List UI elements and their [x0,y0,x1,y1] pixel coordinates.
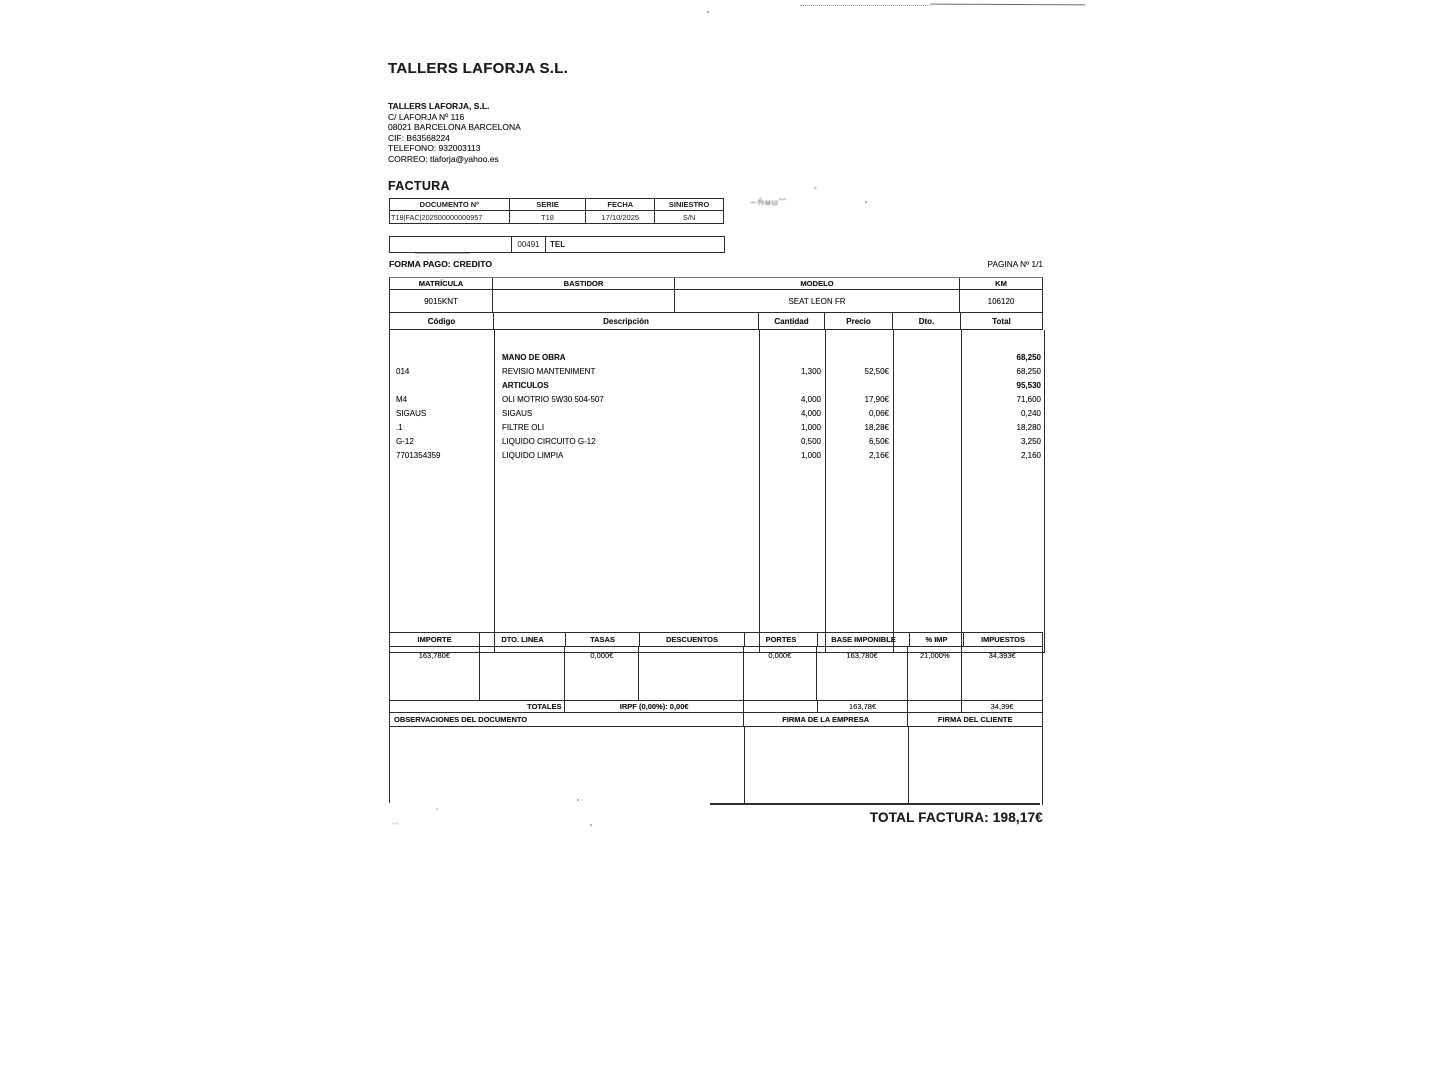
company-email: CORREO: tlaforja@yahoo.es [388,153,499,164]
item-row [390,420,1044,434]
item-dto [893,392,961,406]
scan-dust [865,201,867,203]
items-body [389,330,1045,653]
company-name: TALLERS LAFORJA, S.L. [388,101,490,111]
column-divider [759,330,760,652]
company-info-block [388,101,521,165]
scan-artifact-line [930,4,1085,6]
item-price: 18,28€ [864,422,889,432]
item-code: SIGAUS [396,408,427,418]
vehicle-km: 106120 [959,290,1042,312]
doc-value-serie: T18 [509,211,586,223]
item-price: 0,06€ [868,408,889,418]
ref-label: TEL [550,240,566,249]
company-phone: TELEFONO: 932003113 [388,143,481,154]
totales-row [389,700,1043,713]
items-header-row [389,313,1043,330]
document-table-value-row [390,210,723,223]
item-desc: SIGAUS [502,408,533,418]
item-dto [893,420,961,434]
vehicle-header-modelo: MODELO [674,278,959,289]
signature-area [389,727,1043,805]
item-price [825,350,893,364]
totales-impuestos: 34,39€ [990,702,1014,711]
column-divider [893,330,894,652]
scan-smudge: ․․ [392,817,400,826]
item-qty: 1,000 [800,422,821,432]
firma-empresa-box [744,727,909,805]
vehicle-matricula: 9015KNT [424,296,458,306]
totals-header-dto-linea: DTO. LINEA [479,633,565,646]
ref-code: 00491 [511,237,546,252]
items-header-cantidad: Cantidad [758,313,824,329]
item-row [390,448,1044,462]
column-divider [961,330,962,652]
company-title: TALLERS LAFORJA S.L. [388,60,569,77]
item-price: 2,16€ [868,450,889,460]
totals-value-imp: 21,000% [908,647,962,700]
item-dto [893,350,961,364]
doc-value-documento: T18|FAC|202500000000957 [391,212,483,222]
scan-artifact-dotted-line [800,5,930,6]
item-dto [893,364,961,378]
scan-dust [707,11,709,13]
page-number: PAGINA Nº 1/1 [987,259,1043,269]
document-table-header-row [390,199,723,210]
totals-header-imp: % IMP [909,633,963,646]
document-table [389,198,724,224]
item-desc: MANO DE OBRA [502,352,566,362]
observations-label: OBSERVACIONES DEL DOCUMENTO [390,713,744,726]
observations-header-row [389,713,1043,727]
totales-irpf: IRPF (0,00%): 0,00€ [565,701,743,712]
reference-box [389,236,725,253]
totals-header-importe: IMPORTE [417,635,452,644]
totales-empty [744,701,817,712]
totals-header-row [389,632,1043,647]
item-row [390,350,1044,364]
item-qty [759,350,825,364]
item-total: 0,240 [1020,408,1041,418]
firma-cliente-box [909,727,1043,805]
vehicle-header-km: KM [959,278,1042,289]
item-code: M4 [396,394,408,404]
item-price: 52,50€ [864,366,889,376]
totals-header-descuentos: DESCUENTOS [639,633,744,646]
vehicle-value-row [389,290,1043,313]
item-code [390,350,494,364]
scan-smudge: „ [814,183,818,190]
invoice-grand-total: TOTAL FACTURA: 198,17€ [869,810,1043,825]
item-desc: OLI MOTRIO 5W30 504-507 [502,394,604,404]
item-price: 6,50€ [868,436,889,446]
ref-empty-cell [390,237,511,252]
company-cif: CIF: B63568224 [388,132,450,143]
totals-header-base-imponible: BASE IMPONIBLE [817,633,909,646]
company-address: C/ LAFORJA Nº 116 [388,111,465,122]
item-qty: 0,500 [800,436,821,446]
item-price: 17,90€ [864,394,889,404]
totals-header-tasas: TASAS [565,633,639,646]
column-divider [825,330,826,652]
totales-base: 163,78€ [817,701,909,712]
item-qty: 1,300 [800,366,821,376]
totales-label: TOTALES [390,701,565,712]
item-desc: REVISIO MANTENIMENT [502,366,596,376]
totals-value-dto-linea [480,647,566,700]
item-total: 68,250 [1016,366,1041,376]
item-total: 18,280 [1016,422,1041,432]
vehicle-header-row [389,277,1043,290]
scan-artifact-dash [415,253,470,254]
item-total: 2,160 [1020,450,1041,460]
item-total: 95,530 [1016,380,1041,390]
doc-header-fecha: FECHA [585,199,654,210]
payment-method: FORMA PAGO: CREDITO [389,259,493,269]
item-code: 7701354359 [396,450,441,460]
item-row [390,434,1044,448]
item-dto [893,434,961,448]
scan-dust [577,799,579,801]
items-header-codigo: Código [427,316,456,326]
observations-left-border [389,727,390,803]
item-desc: LIQUIDO LIMPIA [502,450,564,460]
item-desc: LIQUIDO CIRCUITO G-12 [502,436,596,446]
item-row [390,378,1044,392]
firma-cliente-label: FIRMA DEL CLIENTE [937,715,1013,724]
item-dto [893,448,961,462]
vehicle-modelo: SEAT LEON FR [674,290,959,312]
doc-header-serie: SERIE [509,199,586,210]
doc-header-documento: DOCUMENTO Nº [419,200,479,209]
item-price [825,378,893,392]
scan-thick-bottom-line [710,803,1040,806]
totals-header-portes: PORTES [744,633,817,646]
item-qty: 4,000 [800,394,821,404]
item-qty: 4,000 [800,408,821,418]
item-qty [759,378,825,392]
item-row [390,392,1044,406]
items-header-dto: Dto. [892,313,960,329]
doc-value-fecha: 17/10/2025 [585,211,654,223]
vehicle-header-bastidor: BASTIDOR [492,278,674,289]
item-row [390,364,1044,378]
item-row [390,406,1044,420]
vehicle-bastidor [492,290,674,312]
item-desc: FILTRE OLI [502,422,545,432]
totales-empty [908,701,962,712]
vehicle-header-matricula: MATRÍCULA [418,279,464,288]
totals-value-base-imponible: 163,780€ [817,647,909,700]
item-code: 014 [396,366,410,376]
invoice-heading: FACTURA [388,179,450,193]
scan-smudge: ` [436,808,440,817]
items-header-total: Total [960,313,1042,329]
company-city: 08021 BARCELONA BARCELONA [388,122,521,133]
doc-value-siniestro: S/N [654,211,723,223]
totals-value-portes: 0,000€ [744,647,817,700]
scan-smudge: ∼რмш˝˝ [750,198,787,207]
items-header-precio: Precio [824,313,892,329]
column-divider [494,330,495,652]
items-header-descripcion: Descripción [493,313,758,329]
item-total: 71,600 [1016,394,1041,404]
invoice-body [389,277,1043,805]
totals-value-impuestos: 34,393€ [988,651,1016,660]
item-total: 3,250 [1020,436,1041,446]
scan-dust [590,824,592,826]
item-code [390,378,494,392]
totals-value-row [389,647,1043,700]
item-total: 68,250 [1016,352,1041,362]
item-dto [893,406,961,420]
item-code: .1 [396,422,403,432]
item-code: G-12 [396,436,414,446]
totals-value-tasas: 0,000€ [565,647,639,700]
item-desc: ARTICULOS [502,380,549,390]
item-qty: 1,000 [800,450,821,460]
totals-value-importe: 163,780€ [390,647,480,700]
doc-header-siniestro: SINIESTRO [654,199,723,210]
totals-header-impuestos: IMPUESTOS [963,633,1042,646]
totals-value-descuentos [639,647,744,700]
item-dto [893,378,961,392]
firma-empresa-label: FIRMA DE LA EMPRESA [744,713,909,726]
